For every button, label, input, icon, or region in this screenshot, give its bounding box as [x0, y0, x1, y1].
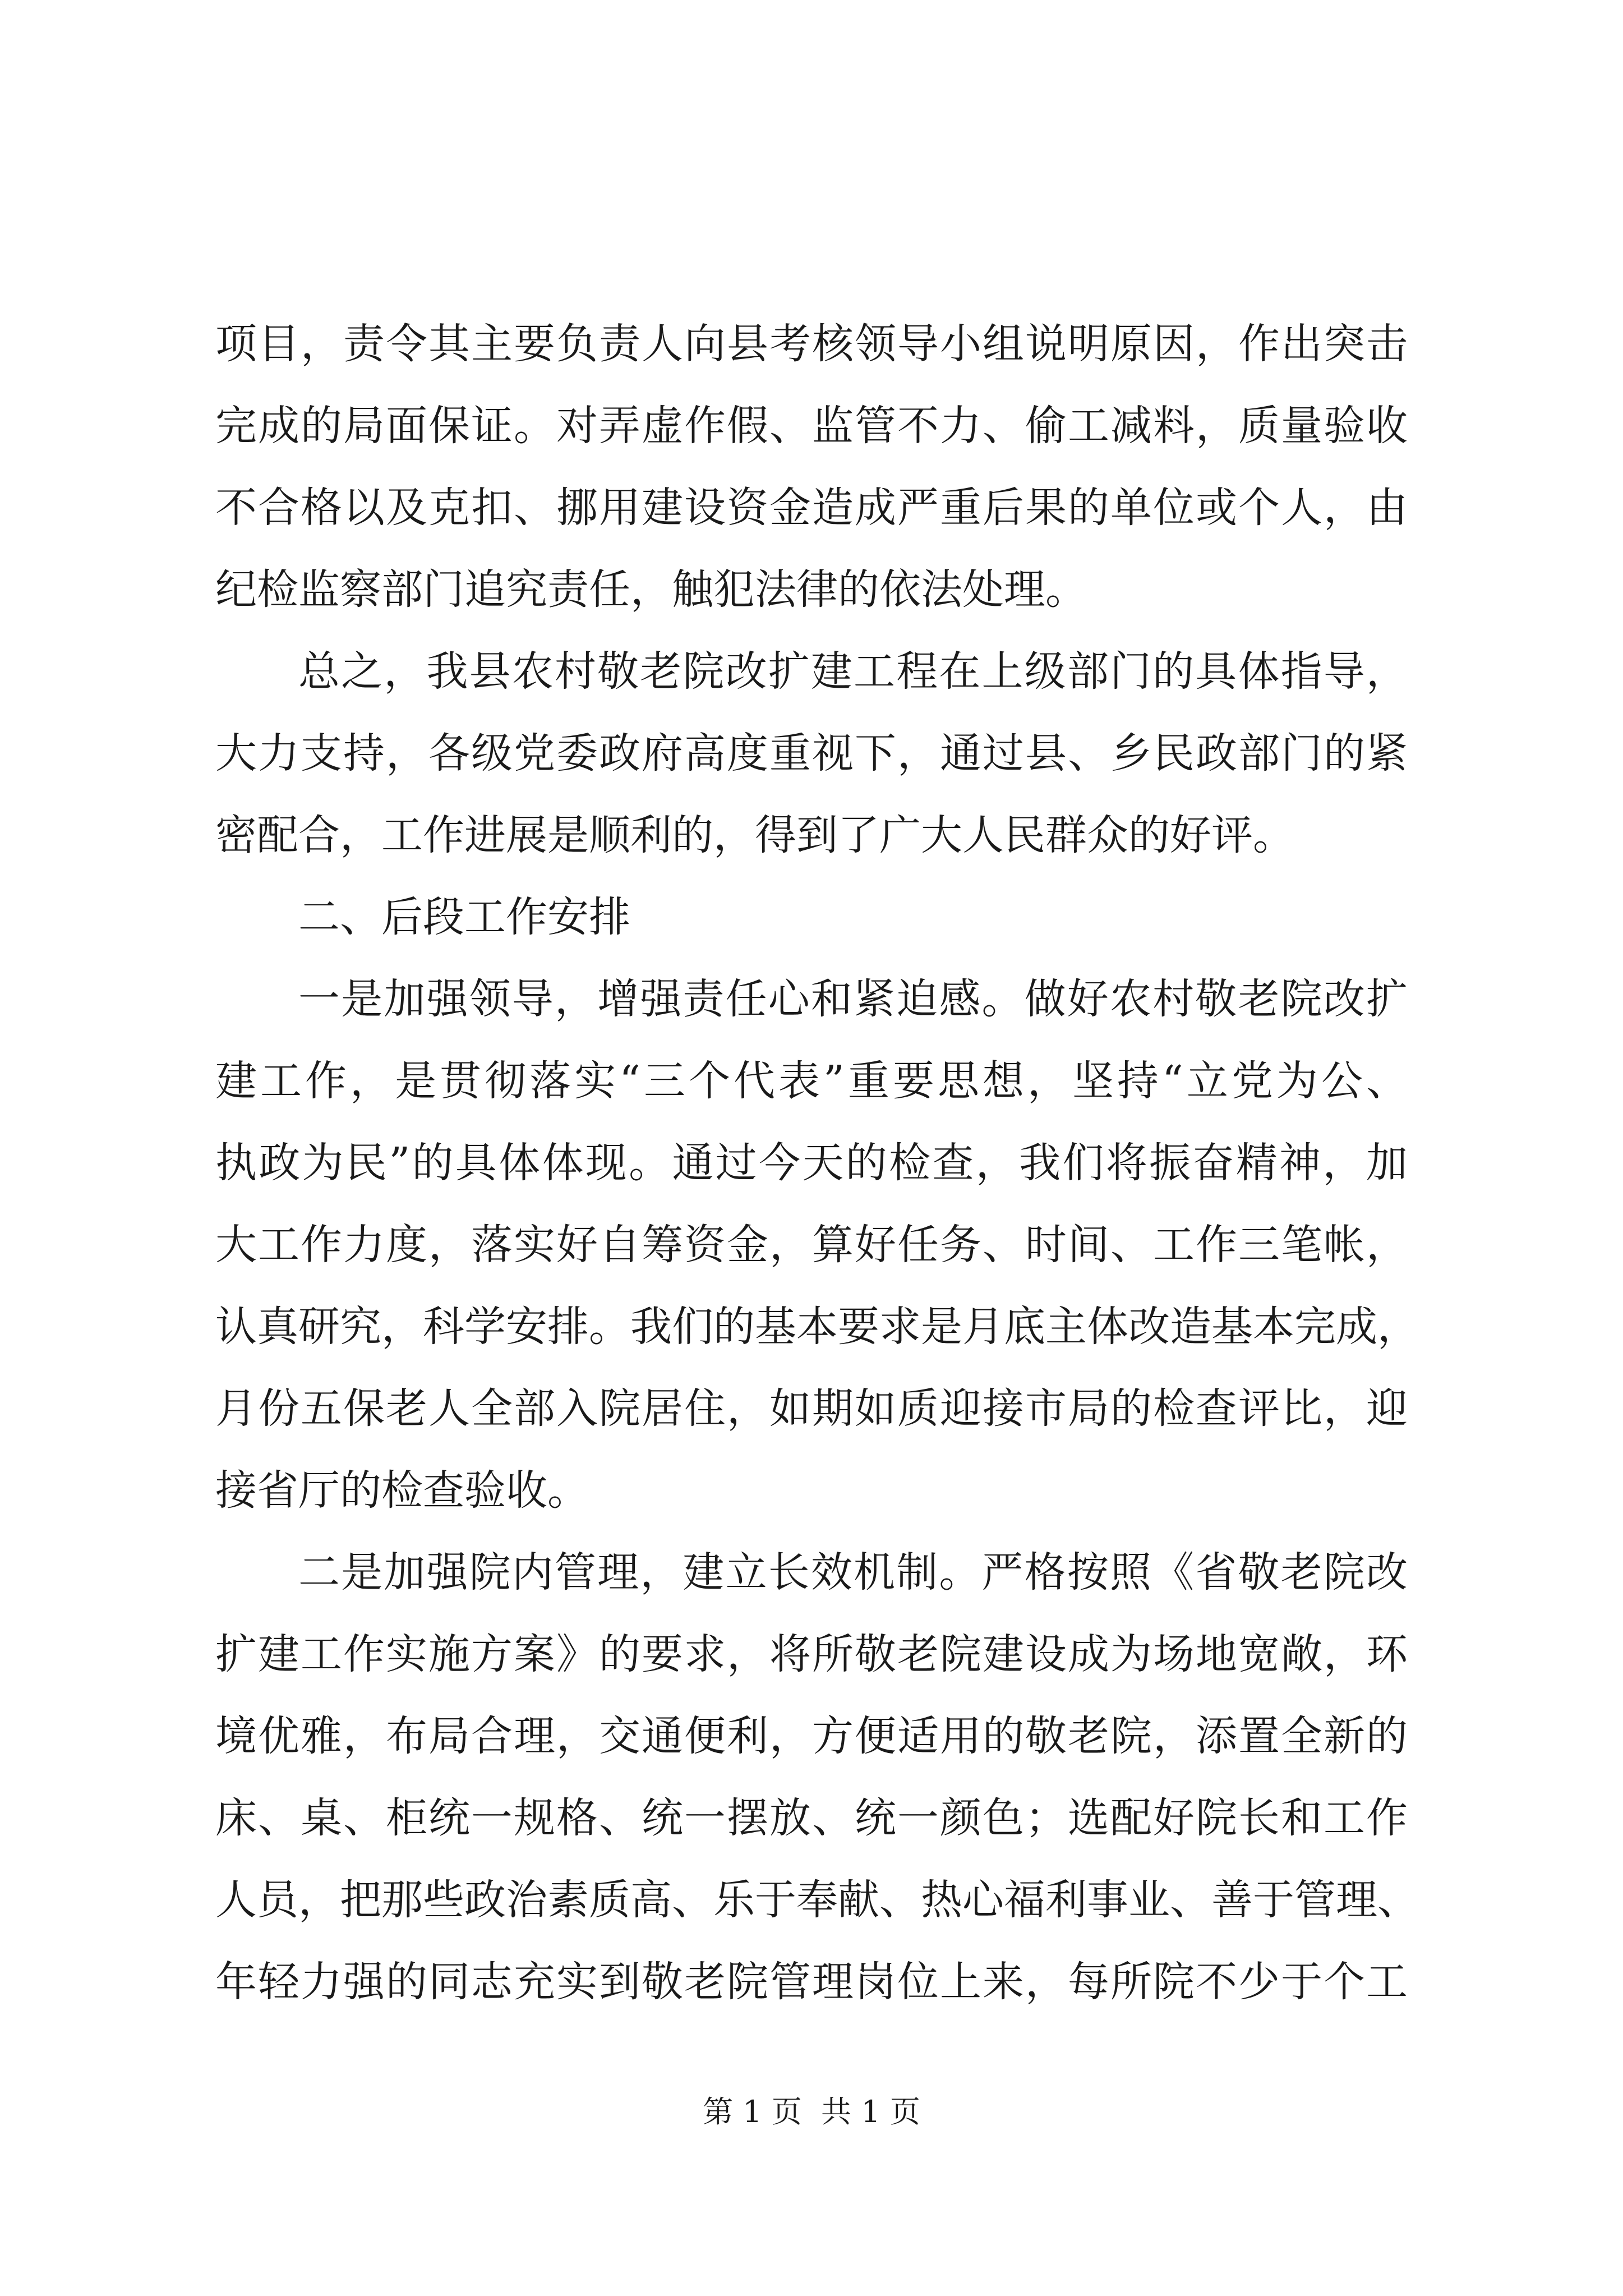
text-line: 建 工 作 ， 是 贯 彻 落 实 “ 三 个 代 表 ” 重 要 思 想 ， 坚 持 “ 立 党 为 公 、 [215, 1057, 1408, 1105]
text-line: 月 份 五 保 老 人 全 部 入 院 居 住 ， 如 期 如 质 迎 接 市 局 的 检 查 评 比 ， 迎 [215, 1384, 1408, 1433]
text-line: 密配合，工作进展是顺利的，得到了广大人民群众的好评。 [215, 811, 1294, 859]
text-line: 床 、 桌 、 柜 统 一 规 格 、 统 一 摆 放 、 统 一 颜 色 ； 选 配 好 院 长 和 工 作 [215, 1794, 1408, 1842]
text-line: 大 力 支 持 ， 各 级 党 委 政 府 高 度 重 视 下 ， 通 过 县 、 乡 民 政 部 门 的 紧 [215, 729, 1408, 777]
text-line: 扩 建 工 作 实 施 方 案 》 的 要 求 ， 将 所 敬 老 院 建 设 成 为 场 地 宽 敞 ， 环 [215, 1630, 1408, 1678]
text-line: 二、后段工作安排 [298, 893, 630, 941]
text-line: 项 目 ， 责 令 其 主 要 负 责 人 向 县 考 核 领 导 小 组 说 明 原 因 ， 作 出 突 击 [215, 320, 1408, 368]
text-line: 一 是 加 强 领 导 ， 增 强 责 任 心 和 紧 迫 感 。 做 好 农 村 敬 老 院 改 扩 [298, 975, 1408, 1023]
text-line: 总 之 ， 我 县 农 村 敬 老 院 改 扩 建 工 程 在 上 级 部 门 的 具 体 指 导 ， [298, 647, 1408, 696]
text-line: 境 优 雅 ， 布 局 合 理 ， 交 通 便 利 ， 方 便 适 用 的 敬 老 院 ， 添 置 全 新 的 [215, 1712, 1408, 1760]
text-line: 接省厅的检查验收。 [215, 1466, 589, 1515]
page-footer: 第 1 页 共 1 页 [703, 2094, 920, 2129]
text-line: 不 合 格 以 及 克 扣 、 挪 用 建 设 资 金 造 成 严 重 后 果 的 单 位 或 个 人 ， 由 [215, 484, 1408, 532]
text-line: 认 真 研 究 ， 科 学 安 排 。 我 们 的 基 本 要 求 是 月 底 主 体 改 造 基 本 完 成 ， [215, 1303, 1419, 1351]
text-line: 二 是 加 强 院 内 管 理 ， 建 立 长 效 机 制 。 严 格 按 照 《 省 敬 老 院 改 [298, 1548, 1408, 1596]
text-line: 完 成 的 局 面 保 证 。 对 弄 虚 作 假 、 监 管 不 力 、 偷 工 减 料 ， 质 量 验 收 [215, 402, 1408, 450]
text-line: 纪检监察部门追究责任，触犯法律的依法处理。 [215, 565, 1087, 614]
text-line: 大 工 作 力 度 ， 落 实 好 自 筹 资 金 ， 算 好 任 务 、 时 间 、 工 作 三 笔 帐 ， [215, 1221, 1408, 1269]
text-line: 人 员 ， 把 那 些 政 治 素 质 高 、 乐 于 奉 献 、 热 心 福 利 事 业 、 善 于 管 理 、 [215, 1876, 1419, 1924]
text-line: 年 轻 力 强 的 同 志 充 实 到 敬 老 院 管 理 岗 位 上 来 ， 每 所 院 不 少 于 个 工 [215, 1958, 1408, 2006]
text-line: 执 政 为 民 ” 的 具 体 体 现 。 通 过 今 天 的 检 查 ， 我 们 将 振 奋 精 神 ， 加 [215, 1139, 1408, 1187]
document-body [215, 303, 1419, 2023]
